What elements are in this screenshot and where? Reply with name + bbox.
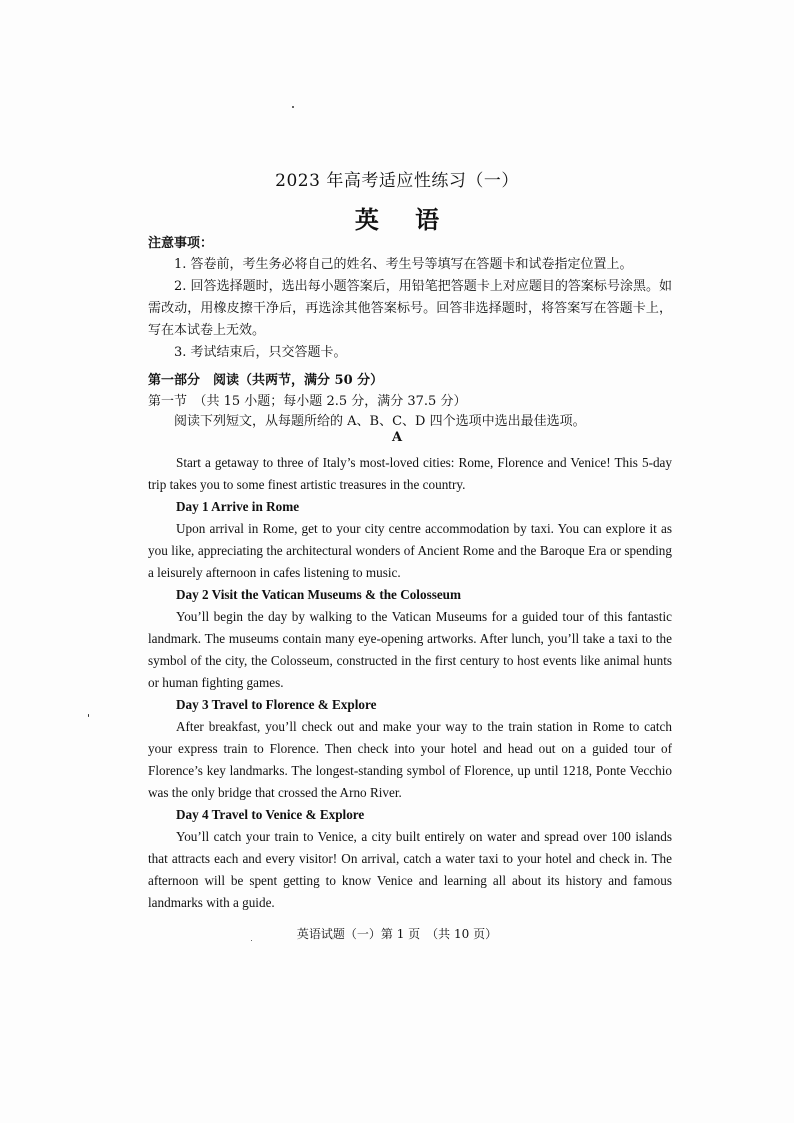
notice-label: 注意事项： <box>148 236 214 251</box>
exam-title: 2023 年高考适应性练习（一） <box>275 171 519 191</box>
reading-instruction: 阅读下列短文，从每题所给的 A、B、C、D 四个选项中选出最佳选项。 <box>174 414 586 429</box>
subject-title: 英 语 <box>354 205 454 234</box>
part-heading: 第一部分 阅读（共两节，满分 50 分） <box>148 373 384 388</box>
day-title: Day 4 Travel to Venice & Explore <box>176 807 365 822</box>
day-text: You’ll catch your train to Venice, a city built entirely on water and spread over 100 islands that attracts each and every visitor! On arrival, catch a water taxi to your hotel and check in. The afternoon will be spent getting to know Venice and learning all about its history and famous landmarks with a guide. <box>148 829 672 910</box>
notice-item: 2. 回答选择题时，选出每小题答案后，用铅笔把答题卡上对应题目的答案标号涂黑。如需改动，用橡皮擦干净后，再选涂其他答案标号。回答非选择题时，将答案写在答题卡上，写在本试卷上无效。 <box>148 279 672 338</box>
day-title: Day 1 Arrive in Rome <box>176 499 300 514</box>
page-footer: 英语试题（一）第 1 页 （共 10 页） <box>296 927 498 941</box>
notice-item: 1. 答卷前，考生务必将自己的姓名、考生号等填写在答题卡和试卷指定位置上。 <box>174 257 633 272</box>
day-text: You’ll begin the day by walking to the Vatican Museums for a guided tour of this fantastic landmark. The museums contain many eye-opening artworks. After lunch, you’ll take a taxi to the symbol of the city, the Colosseum, constructed in the first century to host events like animal hunts or human fighting games. <box>148 609 672 690</box>
passage-intro: Start a getaway to three of Italy’s most-loved cities: Rome, Florence and Venice! This 5-day trip takes you to some finest artistic treasures in the country. <box>148 455 672 492</box>
passage-a <box>148 452 672 914</box>
day-title: Day 2 Visit the Vatican Museums & the Colosseum <box>176 587 462 602</box>
scan-speck <box>292 106 294 108</box>
day-text: After breakfast, you’ll check out and make your way to the train station in Rome to catch your express train to Florence. Then check into your hotel and head out on a guided tour of Florence’s key landmarks. The longest-standing symbol of Florence, up until 1218, Ponte Vecchio was the only bridge that crossed the Arno River. <box>148 719 672 800</box>
notice-item: 3. 考试结束后，只交答题卡。 <box>174 345 347 360</box>
day-text: Upon arrival in Rome, get to your city centre accommodation by taxi. You can explore it as you like, appreciating the architectural wonders of Ancient Rome and the Baroque Era or spending a leisurely afternoon in cafes listening to music. <box>148 521 672 580</box>
section-heading: 第一节 （共 15 小题；每小题 2.5 分，满分 37.5 分） <box>148 394 467 409</box>
notice-list <box>148 254 672 364</box>
scan-speck <box>88 714 89 717</box>
passage-letter: A <box>391 430 403 445</box>
day-title: Day 3 Travel to Florence & Explore <box>176 697 377 712</box>
